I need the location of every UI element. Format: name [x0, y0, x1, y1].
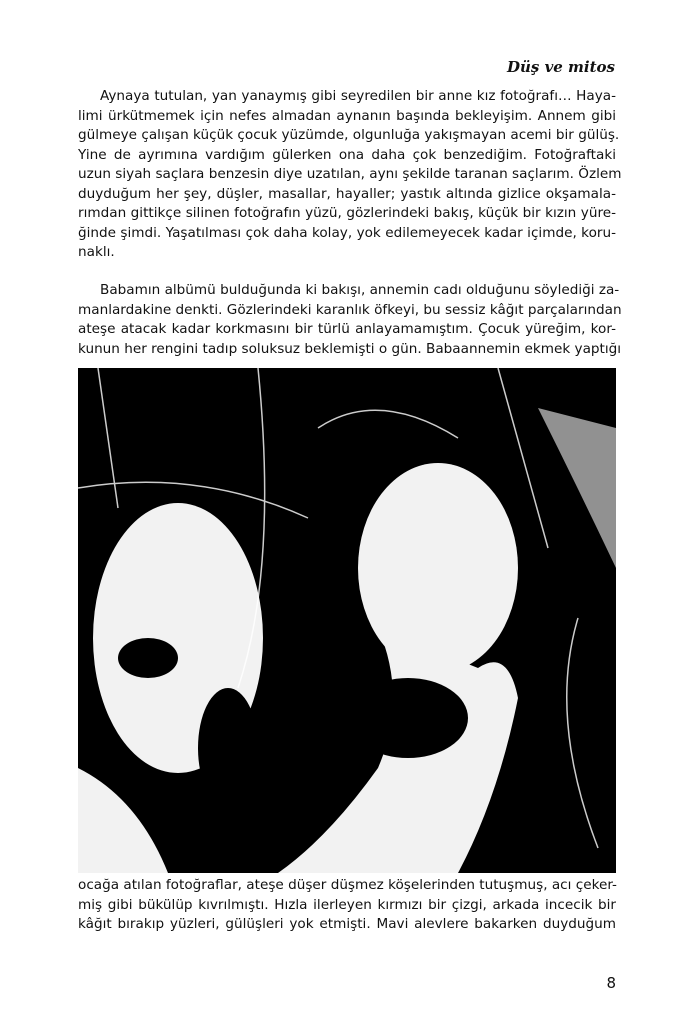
text-line: kunun her rengini tadıp soluksuz beklemişti o gün. Babaannemin ekmek yaptığı: [78, 340, 622, 357]
text-line: uzun siyah saçlara benzesin diye uzatılan, aynı şekilde taranan saçlarım. Özlem: [78, 166, 622, 182]
two-faces-artwork: [78, 368, 616, 873]
page-number: 8: [606, 974, 616, 992]
text-line: kâğıt bırakıp yüzleri, gülüşleri yok etmişti. Mavi alevlere bakarken duyduğum: [78, 916, 616, 932]
text-line: ateşe atacak kadar korkmasını bir türlü anlayamamıştım. Çocuk yüreğim, kor-: [78, 321, 616, 337]
text-line: miş gibi bükülüp kıvrılmıştı. Hızla ilerleyen kırmızı bir çizgi, arkada incecik bir: [78, 896, 616, 913]
text-line: duyduğum her şey, düşler, masallar, hayaller; yastık altında gizlice okşamala-: [78, 185, 616, 202]
text-line: naklı.: [78, 244, 115, 260]
text-line: ocağa atılan fotoğraflar, ateşe düşer düşmez köşelerinden tutuşmuş, acı çeker-: [78, 877, 617, 893]
text-line: limi ürkütmemek için nefes almadan aynanın başında bekleyişim. Annem gibi: [78, 107, 616, 124]
text-line: Babamın albümü bulduğunda ki bakışı, annemin cadı olduğunu söylediği za-: [100, 282, 620, 298]
running-header: Düş ve mitos: [506, 58, 615, 76]
text-line: gülmeye çalışan küçük çocuk yüzümde, olgunluğa yakışmayan acemi bir gülüş.: [78, 127, 620, 143]
text-line: ğinde şimdi. Yaşatılması çok daha kolay, yok edilemeyecek kadar içimde, koru-: [78, 224, 616, 241]
text-line: Aynaya tutulan, yan yanaymış gibi seyredilen bir anne kız fotoğrafı… Haya-: [100, 88, 616, 104]
paragraph-2: [78, 281, 622, 359]
photo-illustration: [78, 368, 616, 873]
paragraph-3: [78, 876, 616, 935]
paragraph-1: [78, 87, 622, 263]
text-line: manlardakine denkti. Gözlerindeki karanlık öfkeyi, bu sessiz kâğıt parçalarından: [78, 301, 622, 318]
text-line: Yine de ayrımına vardığım gülerken ona daha çok benzediğim. Fotoğraftaki: [78, 146, 616, 163]
text-line: rımdan gittikçe silinen fotoğrafın yüzü, gözlerindeki bakış, küçük bir kızın yüre-: [78, 205, 616, 221]
